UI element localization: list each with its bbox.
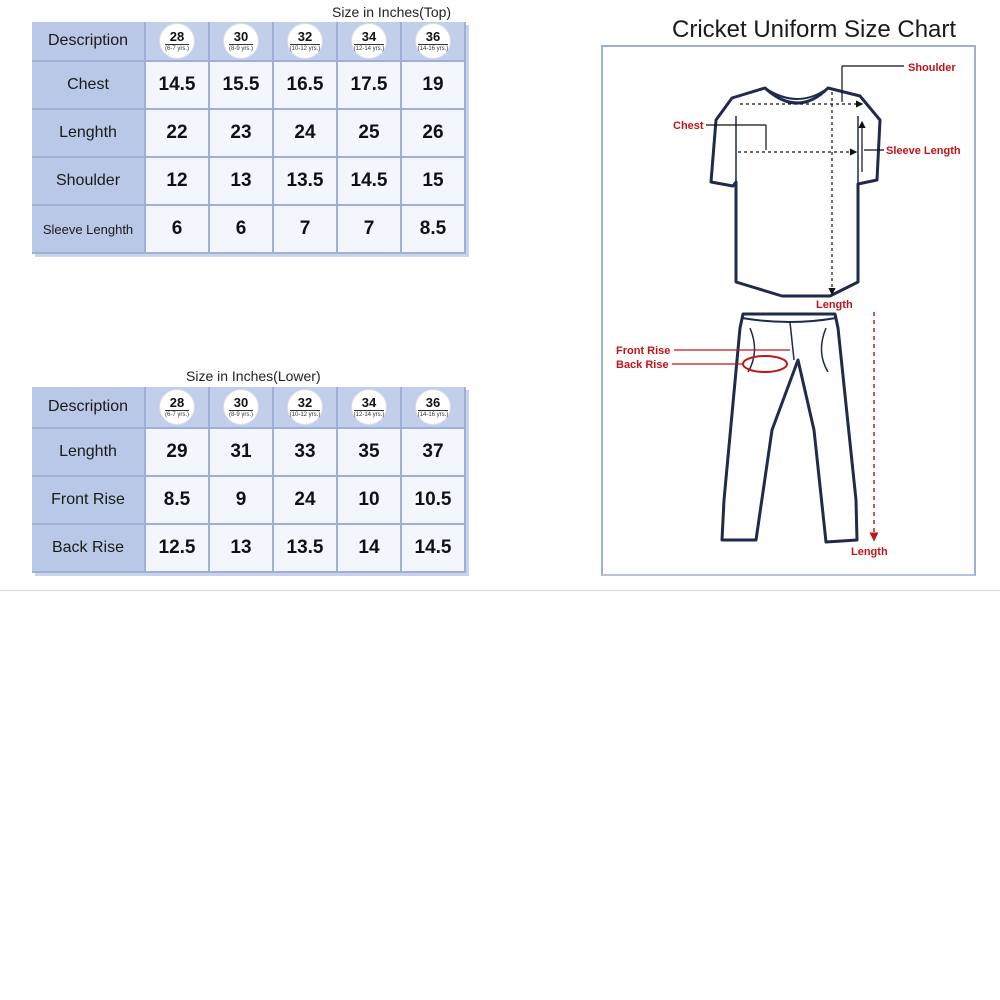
table-cell: 6 — [210, 206, 274, 254]
row-label: Chest — [32, 62, 146, 110]
pant-length-label: Length — [851, 546, 888, 558]
front-rise-label: Front Rise — [616, 345, 671, 357]
table-cell: 14.5 — [402, 525, 466, 573]
table-cell: 17.5 — [338, 62, 402, 110]
size-badge: 30 (8-9 yrs.) — [223, 23, 259, 59]
table-cell: 24 — [274, 110, 338, 158]
size-badge: 32 (10-12 yrs.) — [287, 389, 323, 425]
description-header: Description — [32, 22, 146, 62]
size-badge: 36 (14-16 yrs.) — [415, 389, 451, 425]
table-cell: 13.5 — [274, 525, 338, 573]
description-header: Description — [32, 387, 146, 429]
size-badge: 30 (8-9 yrs.) — [223, 389, 259, 425]
top-table-caption: Size in Inches(Top) — [332, 4, 452, 20]
size-badge: 34 (12-14 yrs.) — [351, 389, 387, 425]
table-cell: 12 — [146, 158, 210, 206]
tshirt-icon — [711, 88, 880, 296]
table-cell: 13.5 — [274, 158, 338, 206]
table-cell: 33 — [274, 429, 338, 477]
row-label: Shoulder — [32, 158, 146, 206]
shoulder-label: Shoulder — [908, 62, 956, 74]
sleeve-length-label: Sleeve Length — [886, 145, 961, 157]
table-cell: 19 — [402, 62, 466, 110]
table-cell: 15.5 — [210, 62, 274, 110]
table-cell: 14 — [338, 525, 402, 573]
table-cell: 14.5 — [338, 158, 402, 206]
table-cell: 35 — [338, 429, 402, 477]
table-cell: 37 — [402, 429, 466, 477]
table-cell: 15 — [402, 158, 466, 206]
table-cell: 13 — [210, 158, 274, 206]
size-badge: 28 (6-7 yrs.) — [159, 23, 195, 59]
row-label: Sleeve Lenghth — [32, 206, 146, 254]
table-cell: 6 — [146, 206, 210, 254]
row-label: Back Rise — [32, 525, 146, 573]
table-cell: 13 — [210, 525, 274, 573]
top-length-label: Length — [816, 299, 853, 311]
table-cell: 8.5 — [402, 206, 466, 254]
size-badge: 36 (14-16 yrs.) — [415, 23, 451, 59]
back-rise-label: Back Rise — [616, 359, 669, 371]
divider — [0, 590, 1000, 591]
table-cell: 16.5 — [274, 62, 338, 110]
size-badge: 28 (6-7 yrs.) — [159, 389, 195, 425]
table-cell: 12.5 — [146, 525, 210, 573]
row-label: Lenghth — [32, 110, 146, 158]
chart-title: Cricket Uniform Size Chart — [672, 16, 957, 43]
table-cell: 10 — [338, 477, 402, 525]
table-cell: 9 — [210, 477, 274, 525]
bottom-table-caption: Size in Inches(Lower) — [186, 368, 321, 384]
table-cell: 23 — [210, 110, 274, 158]
row-label: Lenghth — [32, 429, 146, 477]
size-badge: 34 (12-14 yrs.) — [351, 23, 387, 59]
chest-label: Chest — [673, 120, 704, 132]
table-cell: 7 — [338, 206, 402, 254]
table-cell: 25 — [338, 110, 402, 158]
table-cell: 24 — [274, 477, 338, 525]
table-cell: 14.5 — [146, 62, 210, 110]
table-cell: 10.5 — [402, 477, 466, 525]
table-cell: 29 — [146, 429, 210, 477]
table-cell: 22 — [146, 110, 210, 158]
table-cell: 31 — [210, 429, 274, 477]
table-cell: 26 — [402, 110, 466, 158]
rise-indicator — [743, 356, 787, 372]
trousers-icon — [722, 314, 857, 542]
table-cell: 8.5 — [146, 477, 210, 525]
row-label: Front Rise — [32, 477, 146, 525]
size-badge: 32 (10-12 yrs.) — [287, 23, 323, 59]
table-cell: 7 — [274, 206, 338, 254]
